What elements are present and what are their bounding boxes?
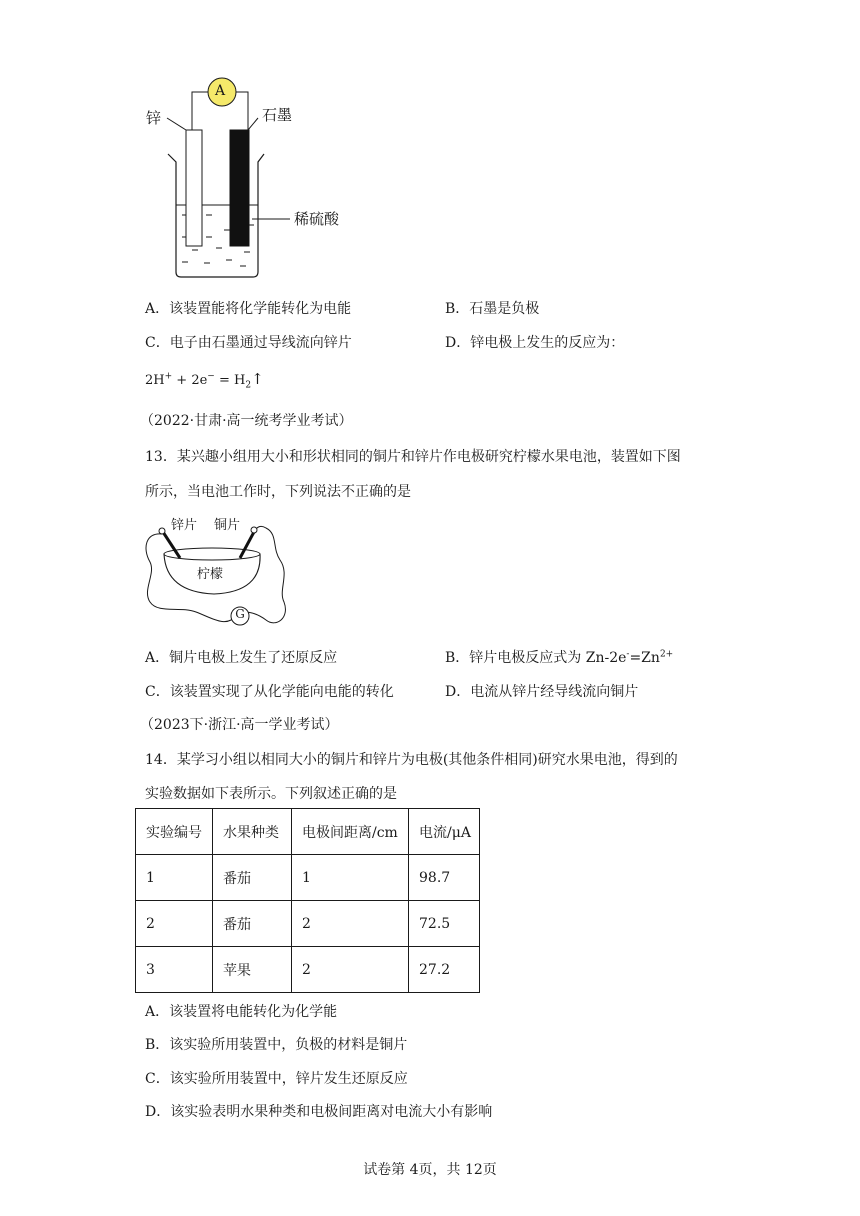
graphite-pointer: [248, 118, 258, 130]
q13-stem-line1: 13．某兴趣小组用大小和形状相同的铜片和锌片作电极研究柠檬水果电池，装置如下图: [145, 449, 681, 465]
table-cell: 1: [292, 855, 409, 901]
ammeter-label: A: [215, 83, 226, 99]
header-cell: 电极间距离/cm: [292, 809, 409, 855]
table-row: [136, 901, 480, 947]
table-cell: 2: [136, 901, 213, 947]
q14-option-d: D．该实验表明水果种类和电极间距离对电流大小有影响: [145, 1104, 493, 1120]
graphite-label: 石墨: [262, 106, 293, 124]
q13-source: （2022·甘肃·高一统考学业考试）: [140, 413, 353, 429]
q12-equation: $2H^+ + 2e^- = H_2↑$: [145, 370, 264, 391]
table-cell: 98.7: [409, 855, 480, 901]
q13-option-b: B．锌片电极反应式为 $Zn-2e^-=Zn^{2+}$: [445, 649, 674, 666]
galvanometer-label: G: [235, 607, 245, 621]
q13-stem-line2: 所示，当电池工作时，下列说法不正确的是: [145, 484, 411, 500]
table-cell: 72.5: [409, 901, 480, 947]
header-cell: 水果种类: [213, 809, 292, 855]
q12-option-c: C．电子由石墨通过导线流向锌片: [145, 335, 352, 351]
q14-source: （2023下·浙江·高一学业考试）: [140, 717, 339, 733]
header-cell: 电流/μA: [409, 809, 480, 855]
q14-option-a: A．该装置将电能转化为化学能: [145, 1004, 338, 1020]
table-cell: 番茄: [213, 855, 292, 901]
right-wire: [236, 92, 248, 130]
q13-option-d: D．电流从锌片经导线流向铜片: [445, 684, 639, 700]
table-cell: 苹果: [213, 947, 292, 993]
q13-option-a: A．铜片电极上发生了还原反应: [145, 650, 338, 666]
lemon-label: 柠檬: [197, 567, 224, 582]
q13-option-c: C．该装置实现了从化学能向电能的转化: [145, 684, 394, 700]
q14-option-b: B．该实验所用装置中，负极的材料是铜片: [145, 1037, 408, 1053]
header-cell: 实验编号: [136, 809, 213, 855]
zinc-terminal: [159, 528, 165, 534]
zinc-electrode: [186, 130, 202, 246]
zinc-label: 锌: [146, 109, 162, 127]
table-cell: 2: [292, 901, 409, 947]
graphite-electrode: [230, 130, 249, 246]
table-cell: 1: [136, 855, 213, 901]
experiment-table: [135, 808, 480, 993]
table-row: [136, 855, 480, 901]
q14-stem-line2: 实验数据如下表所示。下列叙述正确的是: [145, 786, 397, 802]
table-cell: 3: [136, 947, 213, 993]
table-cell: 番茄: [213, 901, 292, 947]
q12-option-d: D．锌电极上发生的反应为：: [445, 335, 625, 351]
zinc-pointer: [167, 118, 186, 130]
sulfuric-acid-label: 稀硫酸: [294, 210, 340, 228]
table-cell: 27.2: [409, 947, 480, 993]
q14-option-c: C．该实验所用装置中，锌片发生还原反应: [145, 1071, 408, 1087]
copper-terminal: [251, 527, 257, 533]
galvanic-cell-diagram: [140, 70, 370, 285]
q14-stem-line1: 14．某学习小组以相同大小的铜片和锌片为电极(其他条件相同)研究水果电池，得到的: [145, 752, 678, 768]
left-wire: [192, 92, 208, 133]
table-cell: 2: [292, 947, 409, 993]
lemon-zinc-label: 锌片: [171, 518, 198, 533]
table-header-row: [136, 809, 480, 855]
q12-option-b: B．石墨是负极: [445, 301, 540, 317]
lemon-copper-label: 铜片: [214, 518, 241, 533]
q12-option-a: A．该装置能将化学能转化为电能: [145, 301, 352, 317]
table-row: [136, 947, 480, 993]
page-footer: 试卷第 4页，共 12页: [363, 1162, 497, 1178]
